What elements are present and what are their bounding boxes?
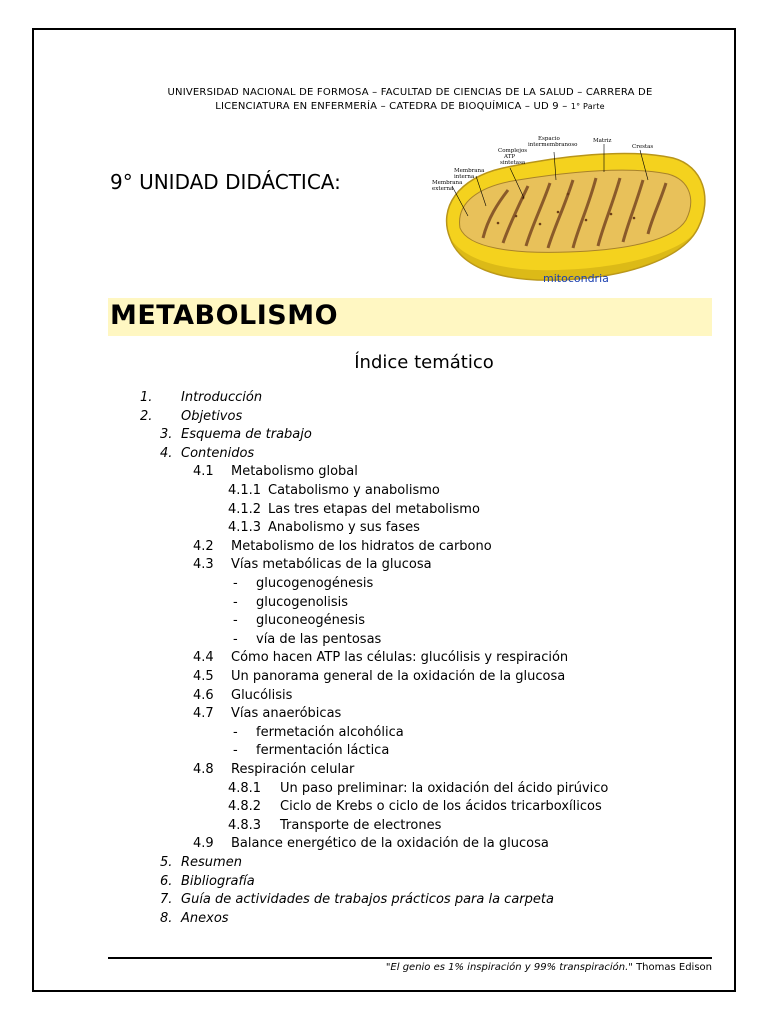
toc-item-text: Transporte de electrones xyxy=(280,817,442,833)
toc-item-number: - xyxy=(233,576,238,591)
toc-item-text: Metabolismo de los hidratos de carbono xyxy=(231,538,492,554)
header-line-1: UNIVERSIDAD NACIONAL DE FORMOSA – FACULTAD DE CIENCIAS DE LA SALUD – CARRERA DE xyxy=(167,87,653,98)
toc-item-text: Objetivos xyxy=(181,408,243,424)
header-line-2: LICENCIATURA EN ENFERMERÍA – CATEDRA DE BIOQUÍMICA – UD 9 – xyxy=(215,101,568,112)
toc-item-text: glucogenogénesis xyxy=(256,576,374,591)
footer-rule xyxy=(108,957,712,959)
toc-item-number: 4.6 xyxy=(193,687,214,703)
label-espacio: Espacio xyxy=(538,136,560,142)
toc-item-text: Metabolismo global xyxy=(231,464,358,480)
toc-item-number: 2. xyxy=(140,408,153,424)
toc-item-number: 4.8 xyxy=(193,762,214,777)
label-matriz: Matriz xyxy=(593,138,612,144)
toc-item-text: Anabolismo y sus fases xyxy=(268,520,420,536)
toc-item-text: Esquema de trabajo xyxy=(181,427,312,443)
toc-item-number: 4.9 xyxy=(193,836,214,852)
toc-item-text: Las tres etapas del metabolismo xyxy=(268,501,480,517)
toc-item-text: vía de las pentosas xyxy=(256,631,382,647)
toc-item-text: Respiración celular xyxy=(231,762,355,777)
toc-item-text: Guía de actividades de trabajos prácticos para la carpeta xyxy=(181,892,554,908)
institution-header xyxy=(110,86,710,114)
label-membrana-interna: Membrana xyxy=(454,168,485,174)
mitochondria-illustration xyxy=(428,128,713,290)
toc-item-text: Balance energético de la oxidación de la glucosa xyxy=(231,836,549,852)
toc-item-text: Introducción xyxy=(181,390,263,405)
label-complejos-atp: Complejos xyxy=(498,148,528,154)
toc-item-text: Un paso preliminar: la oxidación del ácido pirúvico xyxy=(280,780,609,796)
toc-item-text: gluconeogénesis xyxy=(256,613,366,629)
toc-item-text: Un panorama general de la oxidación de la glucosa xyxy=(231,669,566,684)
toc-item-number: - xyxy=(233,594,238,610)
toc-item-text: Catabolismo y anabolismo xyxy=(268,483,440,498)
header-part: 1° Parte xyxy=(570,102,605,111)
footer-quote: "El genio es 1% inspiración y 99% transpiración." xyxy=(385,962,633,973)
svg-text:ATP: ATP xyxy=(504,154,516,160)
toc-item-text: Cómo hacen ATP las células: glucólisis y respiración xyxy=(231,650,569,666)
toc-item-number: 4.8.2 xyxy=(228,799,262,815)
label-membrana-externa: Membrana xyxy=(432,180,463,186)
toc-item-number: 5. xyxy=(160,855,173,870)
unit-title: 9° UNIDAD DIDÁCTICA: xyxy=(110,170,341,194)
svg-text:externa: externa xyxy=(432,186,454,192)
toc-item-number: 4.5 xyxy=(193,669,214,684)
svg-text:intermembranoso: intermembranoso xyxy=(528,142,578,148)
toc-item-text: Ciclo de Krebs o ciclo de los ácidos tricarboxílicos xyxy=(280,799,602,815)
toc-item-number: - xyxy=(233,724,238,740)
toc-item-number: - xyxy=(233,743,238,759)
svg-text:sintetasa: sintetasa xyxy=(500,160,526,166)
toc-item-number: 1. xyxy=(140,390,153,405)
toc-item-text: Resumen xyxy=(181,855,242,870)
toc-item-text: glucogenolisis xyxy=(256,594,349,610)
footer-quote-block xyxy=(108,962,712,973)
toc-item-text: Vías metabólicas de la glucosa xyxy=(231,557,432,573)
document-title: METABOLISMO xyxy=(110,300,339,331)
index-title: Índice temático xyxy=(354,352,494,373)
toc-item-number: 6. xyxy=(160,873,173,889)
figure-caption: mitocondria xyxy=(543,272,609,285)
toc-item-text: Contenidos xyxy=(181,445,255,461)
toc-item-number: - xyxy=(233,631,238,647)
toc-item-text: fermentación láctica xyxy=(256,743,390,759)
footer-author: Thomas Edison xyxy=(636,962,712,973)
toc-item-number: 4. xyxy=(160,445,173,461)
toc-item-number: 8. xyxy=(160,910,173,926)
toc-item-number: 4.2 xyxy=(193,538,214,554)
toc-item-number: 4.4 xyxy=(193,650,214,666)
toc-item-number: 4.8.3 xyxy=(228,817,262,833)
toc-item-number: 4.3 xyxy=(193,557,214,573)
toc-item-text: Glucólisis xyxy=(231,687,293,703)
toc-item-text: Anexos xyxy=(181,910,229,926)
toc-item-number: - xyxy=(233,613,238,629)
toc-item-text: fermetación alcohólica xyxy=(256,724,404,740)
toc-item-number: 3. xyxy=(160,427,173,443)
toc-item-number: 4.1.2 xyxy=(228,501,262,517)
toc-item-text: Vías anaeróbicas xyxy=(231,706,342,722)
toc-item-number: 4.7 xyxy=(193,706,214,722)
svg-text:interna: interna xyxy=(454,174,475,180)
toc-item-number: 4.1.1 xyxy=(228,483,262,498)
toc-item-number: 4.1 xyxy=(193,464,214,480)
label-crestas: Crestas xyxy=(632,144,654,150)
toc-item-number: 7. xyxy=(160,892,173,908)
toc-item-number: 4.1.3 xyxy=(228,520,262,536)
toc-item-number: 4.8.1 xyxy=(228,780,262,796)
toc-item-text: Bibliografía xyxy=(181,873,255,889)
